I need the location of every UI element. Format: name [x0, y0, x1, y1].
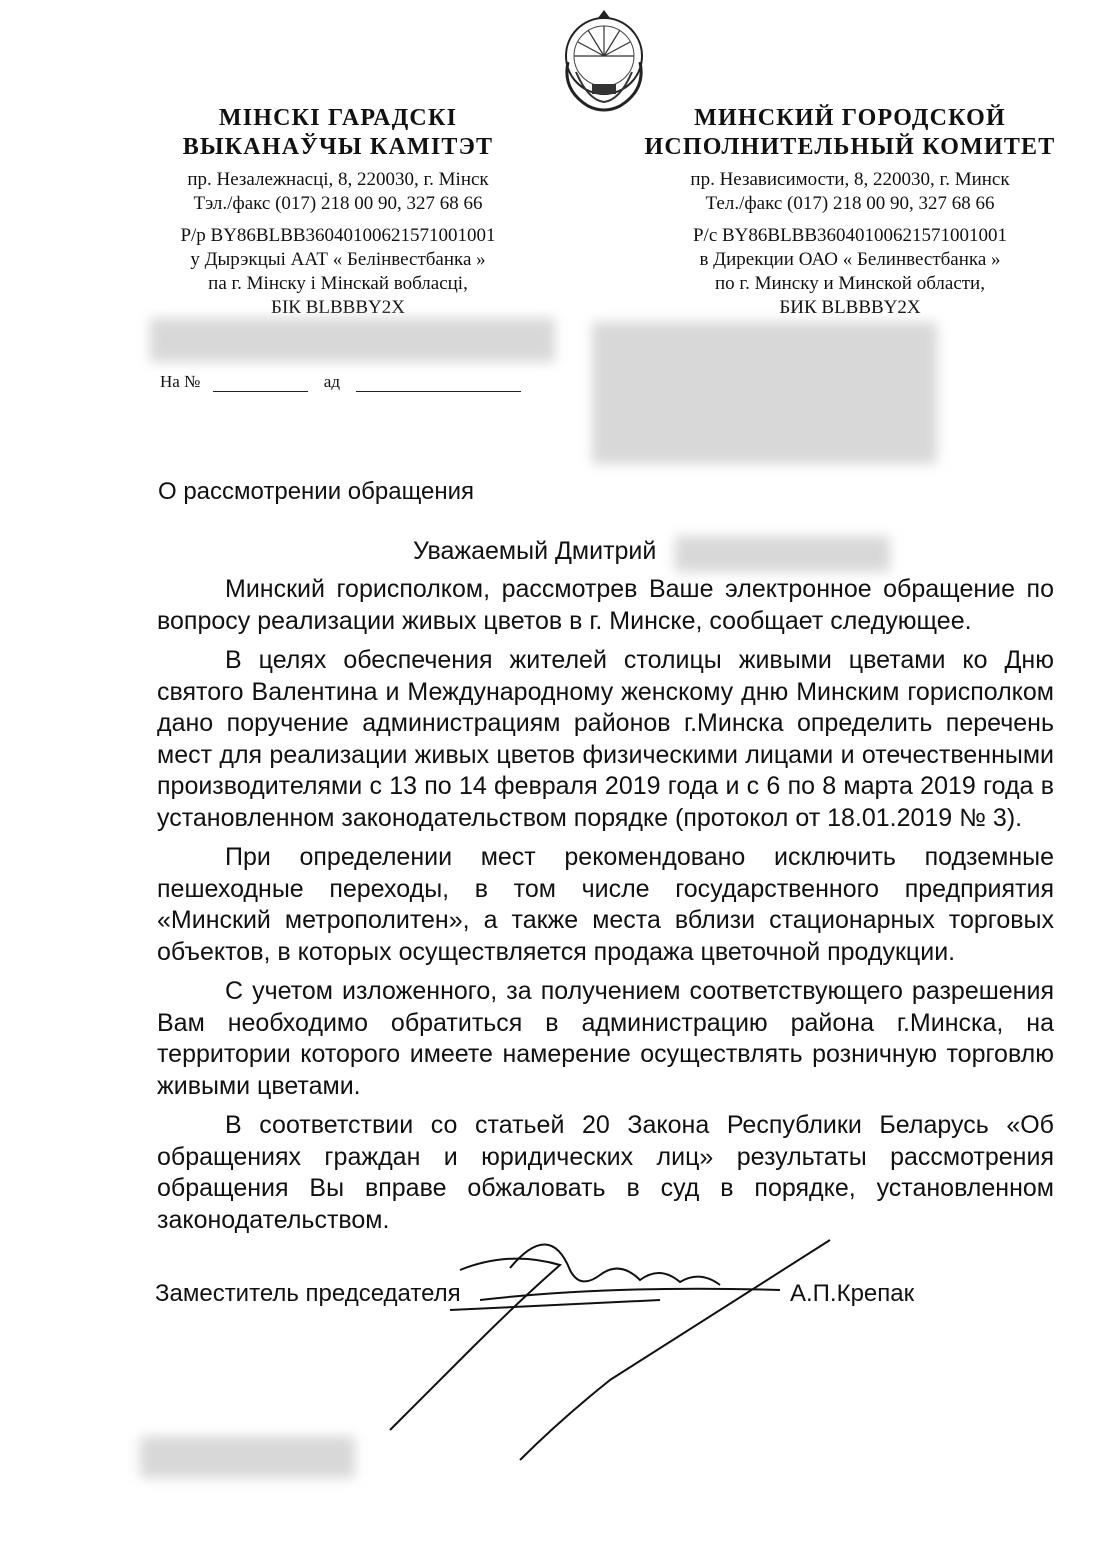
org-name-belarusian-line2: ВЫКАНАЎЧЫ КАМІТЭТ [182, 134, 494, 160]
redacted-date-block [150, 318, 555, 362]
account-belarusian: Р/р BY86BLBB36040100621571001001 [180, 225, 496, 246]
paragraph: В целях обеспечения жителей столицы живыми цветами ко Дню святого Валентина и Международному женскому дню Минским горисполком дано поручение администрациям районов г.Минска определить перечень мест для реализации живых цветов физическими лицами и отечественными производителями с 13 по 14 февраля 2019 года и с 6 по 8 марта 2019 года в установленном законодательством порядке (протокол от 18.01.2019 № 3). [157, 646, 1054, 832]
bik-russian: БИК BLBBBY2X [779, 297, 921, 318]
phone-russian: Тел./факс (017) 218 00 90, 327 68 66 [705, 193, 995, 214]
ref-number-blank [213, 373, 308, 392]
account-russian: Р/с BY86BLBB36040100621571001001 [692, 225, 1008, 246]
bank-russian-line1: в Дирекции ОАО « Белинвестбанка » [699, 249, 1001, 270]
phone-belarusian: Тэл./факс (017) 218 00 90, 327 68 66 [193, 193, 483, 214]
letter-subject: О рассмотрении обращения [158, 478, 475, 505]
header-left [138, 104, 538, 320]
signatory-title: Заместитель председателя [155, 1280, 461, 1307]
address-russian: пр. Независимости, 8, 220030, г. Минск [690, 169, 1010, 190]
paragraph: В соответствии со статьей 20 Закона Республики Беларусь «Об обращениях граждан и юридических лиц» результаты рассмотрения обращения Вы вправе обжаловать в суд в порядке, установленном законодательством. [157, 1111, 1054, 1234]
redacted-surname [675, 536, 890, 572]
ref-date-blank [356, 373, 521, 392]
org-name-russian-line1: МИНСКИЙ ГОРОДСКОЙ [694, 105, 1006, 131]
paragraph: Минский горисполком, рассмотрев Ваше электронное обращение по вопросу реализации живых цветов в г. Минске, сообщает следующее. [157, 575, 1054, 635]
bank-russian-line2: по г. Минску и Минской области, [715, 273, 985, 294]
letter-body [157, 574, 1054, 1244]
letter-greeting: Уважаемый Дмитрий [413, 537, 657, 565]
header-right [640, 104, 1060, 320]
ref-from-label: ад [323, 372, 340, 391]
ref-number-label: На № [160, 372, 201, 391]
signatory-name: А.П.Крепак [790, 1280, 915, 1307]
paragraph: С учетом изложенного, за получением соответствующего разрешения Вам необходимо обратиться в администрацию района г.Минска, на территории которого имеете намерение осуществлять розничную торговлю живыми цветами. [157, 977, 1054, 1100]
bik-belarusian: БІК BLBBBY2X [271, 297, 405, 318]
reference-line [160, 372, 521, 392]
address-belarusian: пр. Незалежнасці, 8, 220030, г. Мінск [187, 169, 489, 190]
handwritten-signature [360, 1230, 840, 1480]
paragraph: При определении мест рекомендовано исключить подземные пешеходные переходы, в том числе государственного предприятия «Минский метрополитен», а также места вблизи стационарных торговых объектов, в которых осуществляется продажа цветочной продукции. [157, 843, 1054, 966]
redacted-recipient-block [592, 322, 937, 464]
bank-belarusian-line1: у Дырэкцыі ААТ « Белінвестбанка » [190, 249, 486, 270]
org-name-russian-line2: ИСПОЛНИТЕЛЬНЫЙ КОМИТЕТ [644, 134, 1056, 160]
redacted-footer [140, 1436, 355, 1478]
bank-belarusian-line2: па г. Мінску і Мінскай вобласці, [208, 273, 468, 294]
org-name-belarusian-line1: МІНСКІ ГАРАДСКІ [218, 105, 458, 131]
